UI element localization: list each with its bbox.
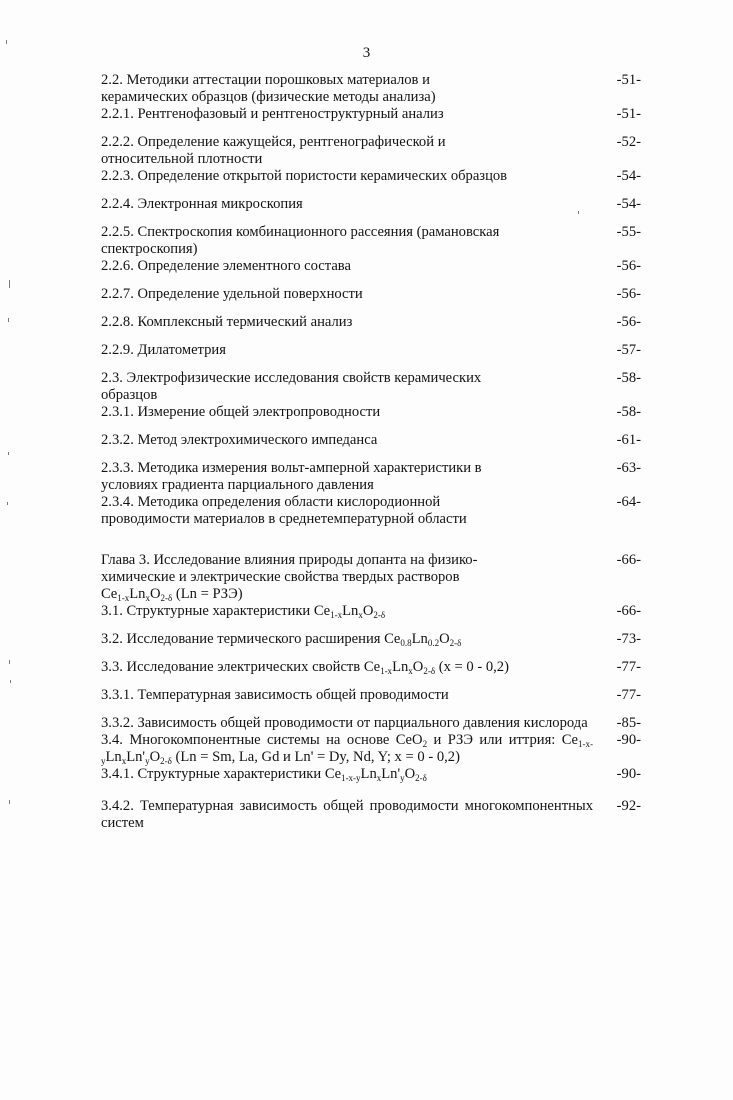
toc-entry-page: -77- (616, 687, 641, 703)
toc-entry-title: 2.2.2. Определение кажущейся, рентгенографической и относительной плотности (101, 134, 446, 167)
toc-entry-title: 2.3.1. Измерение общей электропроводности (101, 404, 381, 420)
toc-entry-title: 2.2.9. Дилатометрия (101, 342, 226, 358)
table-of-contents (101, 72, 641, 832)
toc-entry-page: -56- (616, 286, 641, 302)
toc-entry-page: -52- (616, 134, 641, 150)
scan-speck (8, 318, 9, 322)
toc-entry (101, 72, 641, 106)
toc-entry (101, 404, 641, 421)
toc-entry-title: 2.2.6. Определение элементного состава (101, 258, 351, 274)
toc-entry (101, 370, 641, 404)
toc-entry (101, 494, 641, 528)
toc-entry-page: -63- (616, 460, 641, 476)
toc-entry (101, 168, 641, 185)
scan-speck (9, 280, 10, 288)
toc-entry-title: 3.3.2. Зависимость общей проводимости от парциального давления кислорода (101, 715, 588, 731)
scan-speck (8, 452, 9, 455)
toc-entry-chapter (101, 552, 641, 603)
toc-entry-page: -66- (616, 552, 641, 568)
toc-entry-page: -58- (616, 370, 641, 386)
toc-entry-page: -64- (616, 494, 641, 510)
scan-speck (10, 680, 11, 683)
toc-entry (101, 687, 641, 704)
toc-entry-title: 2.2.4. Электронная микроскопия (101, 196, 303, 212)
scan-speck (578, 211, 579, 214)
toc-entry (101, 342, 641, 359)
toc-entry-title: Глава 3. Исследование влияния природы допанта на физико- химические и электрические свойства твердых растворов $Ce_{1-x}Ln_xO_{2-\delta}$ (Ln = РЗЭ) (101, 552, 478, 603)
scan-speck (9, 800, 10, 804)
toc-entry (101, 314, 641, 331)
toc-entry (101, 798, 641, 832)
toc-entry-title: 2.2.1. Рентгенофазовый и рентгеноструктурный анализ (101, 106, 444, 122)
toc-entry-title: 2.3.3. Методика измерения вольт-амперной характеристики в условиях градиента парциального давления (101, 460, 482, 493)
scan-speck (9, 660, 10, 664)
toc-entry (101, 460, 641, 494)
toc-entry-title: 2.2. Методики аттестации порошковых материалов и керамических образцов (физические методы анализа) (101, 72, 436, 105)
toc-entry-page: -73- (616, 631, 641, 647)
toc-entry-title (101, 732, 593, 766)
toc-entry-title: 2.2.8. Комплексный термический анализ (101, 314, 353, 330)
toc-entry-page: -55- (616, 224, 641, 240)
toc-entry (101, 715, 641, 732)
toc-entry-page: -85- (616, 715, 641, 731)
toc-entry-page: -54- (616, 196, 641, 212)
formula-text: 3.3. Исследование электрических свойств $Ce_{1-x}Ln_xO_{2-\delta}$ (x = 0 - 0,2) (101, 659, 509, 676)
toc-entry-page: -61- (616, 432, 641, 448)
scan-speck (7, 502, 8, 505)
toc-entry-title: 2.2.7. Определение удельной поверхности (101, 286, 363, 302)
toc-entry (101, 631, 641, 648)
scan-speck (6, 40, 7, 44)
toc-entry-page: -56- (616, 258, 641, 274)
toc-entry-title (101, 603, 593, 620)
formula-text: 3.2. Исследование термического расширения $Ce_{0.8}Ln_{0.2}O_{2-\delta}$ (101, 631, 462, 648)
toc-entry-title (101, 659, 593, 676)
toc-entry-page: -58- (616, 404, 641, 420)
toc-entry-page: -92- (616, 798, 641, 814)
toc-entry-title (101, 766, 593, 783)
toc-entry-title: 2.3.2. Метод электрохимического импеданса (101, 432, 378, 448)
toc-entry-title: 2.2.3. Определение открытой пористости керамических образцов (101, 168, 508, 184)
toc-entry-title: 2.3.4. Методика определения области кислородионной проводимости материалов в среднетемпературной области (101, 494, 467, 527)
toc-entry-title (101, 631, 593, 648)
toc-entry-page: -54- (616, 168, 641, 184)
formula-text: 3.4.1. Структурные характеристики $Ce_{1-x-y}Ln_xLn'_yO_{2-\delta}$ (101, 766, 427, 783)
toc-entry (101, 196, 641, 213)
formula-text: $Ce_{1-x}Ln_xO_{2-\delta}$ (Ln = РЗЭ) (101, 586, 243, 603)
toc-entry-title: 3.3.1. Температурная зависимость общей проводимости (101, 687, 449, 703)
toc-entry-page: -51- (616, 106, 641, 122)
toc-entry (101, 432, 641, 449)
toc-entry (101, 106, 641, 123)
toc-entry-title: 2.2.5. Спектроскопия комбинационного рассеяния (рамановская спектроскопия) (101, 224, 500, 257)
toc-entry (101, 603, 641, 620)
toc-entry-page: -66- (616, 603, 641, 619)
toc-entry-page: -90- (616, 766, 641, 782)
toc-entry (101, 224, 641, 258)
formula-text: 3.1. Структурные характеристики $Ce_{1-x}Ln_xO_{2-\delta}$ (101, 603, 386, 620)
toc-entry-page: -51- (616, 72, 641, 88)
toc-entry (101, 732, 641, 766)
page-number: 3 (362, 45, 371, 61)
toc-entry-page: -57- (616, 342, 641, 358)
toc-entry-title: 2.3. Электрофизические исследования свойств керамических образцов (101, 370, 482, 403)
toc-entry (101, 659, 641, 676)
toc-entry-page: -56- (616, 314, 641, 330)
toc-entry-page: -77- (616, 659, 641, 675)
toc-entry (101, 258, 641, 275)
toc-entry (101, 134, 641, 168)
toc-entry-page: -90- (616, 732, 641, 748)
toc-entry-title: 3.4.2. Температурная зависимость общей проводимости многокомпонентных систем (101, 798, 593, 831)
toc-entry (101, 286, 641, 303)
formula-text: 3.4. Многокомпонентные системы на основе CeO$_2$ и РЗЭ или иттрия: $Ce_{1-x-y}Ln_xLn'_yO_{2-\delta}$ (Ln = Sm, La, Gd и Ln' = Dy, Nd, Y; x = 0 - 0,2) (101, 732, 593, 766)
toc-entry (101, 766, 641, 783)
